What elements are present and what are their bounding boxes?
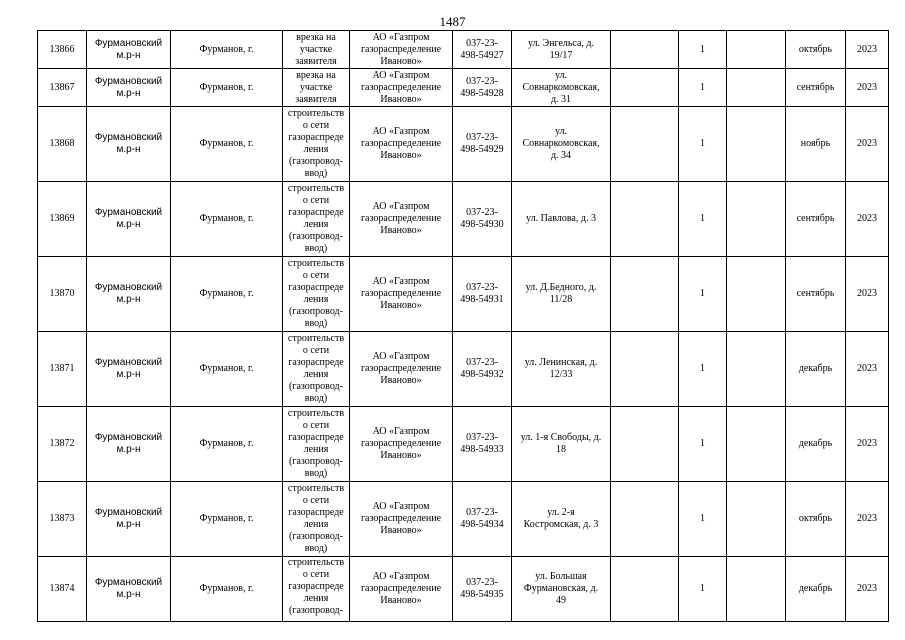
month-cell: сентябрь [786, 182, 846, 257]
empty-cell [611, 182, 679, 257]
row-id-cell: 13871 [38, 332, 87, 407]
month-cell: сентябрь [786, 69, 846, 107]
organization-cell: АО «Газпром газораспределение Иваново» [350, 107, 453, 182]
work-type-cell: строительств о сети газораспреде ления (газопровод- [283, 557, 350, 622]
table-row [38, 182, 889, 257]
organization-cell: АО «Газпром газораспределение Иваново» [350, 557, 453, 622]
organization-cell: АО «Газпром газораспределение Иваново» [350, 332, 453, 407]
month-cell: декабрь [786, 332, 846, 407]
locality-cell: Фурманов, г. [171, 557, 283, 622]
empty-cell [611, 107, 679, 182]
row-id-cell: 13868 [38, 107, 87, 182]
application-code-cell: 037-23- 498-54935 [453, 557, 512, 622]
empty-cell [611, 31, 679, 69]
address-cell: ул. Большая Фурмановская, д. 49 [512, 557, 611, 622]
count-cell: 1 [679, 69, 727, 107]
locality-cell: Фурманов, г. [171, 31, 283, 69]
application-code-cell: 037-23- 498-54933 [453, 407, 512, 482]
empty-cell [727, 482, 786, 557]
empty-cell [727, 257, 786, 332]
year-cell: 2023 [846, 407, 889, 482]
count-cell: 1 [679, 557, 727, 622]
work-type-cell: врезка на участке заявителя [283, 69, 350, 107]
work-type-cell: строительств о сети газораспреде ления (газопровод- ввод) [283, 332, 350, 407]
row-id-cell: 13869 [38, 182, 87, 257]
organization-cell: АО «Газпром газораспределение Иваново» [350, 31, 453, 69]
row-id-cell: 13867 [38, 69, 87, 107]
address-cell: ул. Ленинская, д. 12/33 [512, 332, 611, 407]
address-cell: ул. Энгельса, д. 19/17 [512, 31, 611, 69]
table-row [38, 332, 889, 407]
district-cell: Фурмановский м.р-н [87, 482, 171, 557]
empty-cell [727, 557, 786, 622]
month-cell: декабрь [786, 407, 846, 482]
locality-cell: Фурманов, г. [171, 482, 283, 557]
year-cell: 2023 [846, 257, 889, 332]
empty-cell [727, 332, 786, 407]
locality-cell: Фурманов, г. [171, 107, 283, 182]
address-cell: ул. 1-я Свободы, д. 18 [512, 407, 611, 482]
empty-cell [611, 332, 679, 407]
address-cell: ул. Д.Бедного, д. 11/28 [512, 257, 611, 332]
count-cell: 1 [679, 31, 727, 69]
work-type-cell: строительств о сети газораспреде ления (газопровод- ввод) [283, 482, 350, 557]
table-row [38, 31, 889, 69]
locality-cell: Фурманов, г. [171, 69, 283, 107]
work-type-cell: строительств о сети газораспреде ления (газопровод- ввод) [283, 182, 350, 257]
table-row [38, 407, 889, 482]
month-cell: сентябрь [786, 257, 846, 332]
empty-cell [727, 407, 786, 482]
locality-cell: Фурманов, г. [171, 407, 283, 482]
locality-cell: Фурманов, г. [171, 257, 283, 332]
locality-cell: Фурманов, г. [171, 182, 283, 257]
year-cell: 2023 [846, 557, 889, 622]
address-cell: ул. Павлова, д. 3 [512, 182, 611, 257]
empty-cell [611, 69, 679, 107]
year-cell: 2023 [846, 182, 889, 257]
registry-table [37, 30, 889, 622]
month-cell: ноябрь [786, 107, 846, 182]
district-cell: Фурмановский м.р-н [87, 69, 171, 107]
table-row [38, 557, 889, 622]
district-cell: Фурмановский м.р-н [87, 557, 171, 622]
month-cell: октябрь [786, 482, 846, 557]
application-code-cell: 037-23- 498-54929 [453, 107, 512, 182]
empty-cell [727, 69, 786, 107]
work-type-cell: строительств о сети газораспреде ления (газопровод- ввод) [283, 107, 350, 182]
work-type-cell: строительств о сети газораспреде ления (газопровод- ввод) [283, 407, 350, 482]
district-cell: Фурмановский м.р-н [87, 257, 171, 332]
address-cell: ул. 2-я Костромская, д. 3 [512, 482, 611, 557]
organization-cell: АО «Газпром газораспределение Иваново» [350, 482, 453, 557]
locality-cell: Фурманов, г. [171, 332, 283, 407]
row-id-cell: 13872 [38, 407, 87, 482]
row-id-cell: 13866 [38, 31, 87, 69]
year-cell: 2023 [846, 332, 889, 407]
application-code-cell: 037-23- 498-54931 [453, 257, 512, 332]
district-cell: Фурмановский м.р-н [87, 407, 171, 482]
table-row [38, 257, 889, 332]
empty-cell [611, 407, 679, 482]
page-number: 1487 [439, 14, 466, 29]
application-code-cell: 037-23- 498-54932 [453, 332, 512, 407]
table-row [38, 482, 889, 557]
district-cell: Фурмановский м.р-н [87, 182, 171, 257]
empty-cell [611, 257, 679, 332]
month-cell: декабрь [786, 557, 846, 622]
district-cell: Фурмановский м.р-н [87, 31, 171, 69]
organization-cell: АО «Газпром газораспределение Иваново» [350, 407, 453, 482]
empty-cell [611, 482, 679, 557]
count-cell: 1 [679, 257, 727, 332]
empty-cell [727, 31, 786, 69]
year-cell: 2023 [846, 31, 889, 69]
row-id-cell: 13870 [38, 257, 87, 332]
count-cell: 1 [679, 107, 727, 182]
table-row [38, 107, 889, 182]
table-row [38, 69, 889, 107]
address-cell: ул. Совнаркомовская, д. 34 [512, 107, 611, 182]
work-type-cell: строительств о сети газораспреде ления (газопровод- ввод) [283, 257, 350, 332]
organization-cell: АО «Газпром газораспределение Иваново» [350, 257, 453, 332]
year-cell: 2023 [846, 482, 889, 557]
application-code-cell: 037-23- 498-54934 [453, 482, 512, 557]
row-id-cell: 13873 [38, 482, 87, 557]
organization-cell: АО «Газпром газораспределение Иваново» [350, 182, 453, 257]
year-cell: 2023 [846, 69, 889, 107]
empty-cell [611, 557, 679, 622]
row-id-cell: 13874 [38, 557, 87, 622]
count-cell: 1 [679, 182, 727, 257]
application-code-cell: 037-23- 498-54930 [453, 182, 512, 257]
count-cell: 1 [679, 332, 727, 407]
empty-cell [727, 107, 786, 182]
application-code-cell: 037-23- 498-54927 [453, 31, 512, 69]
month-cell: октябрь [786, 31, 846, 69]
work-type-cell: врезка на участке заявителя [283, 31, 350, 69]
year-cell: 2023 [846, 107, 889, 182]
organization-cell: АО «Газпром газораспределение Иваново» [350, 69, 453, 107]
application-code-cell: 037-23- 498-54928 [453, 69, 512, 107]
district-cell: Фурмановский м.р-н [87, 107, 171, 182]
empty-cell [727, 182, 786, 257]
district-cell: Фурмановский м.р-н [87, 332, 171, 407]
count-cell: 1 [679, 407, 727, 482]
count-cell: 1 [679, 482, 727, 557]
address-cell: ул. Совнаркомовская, д. 31 [512, 69, 611, 107]
